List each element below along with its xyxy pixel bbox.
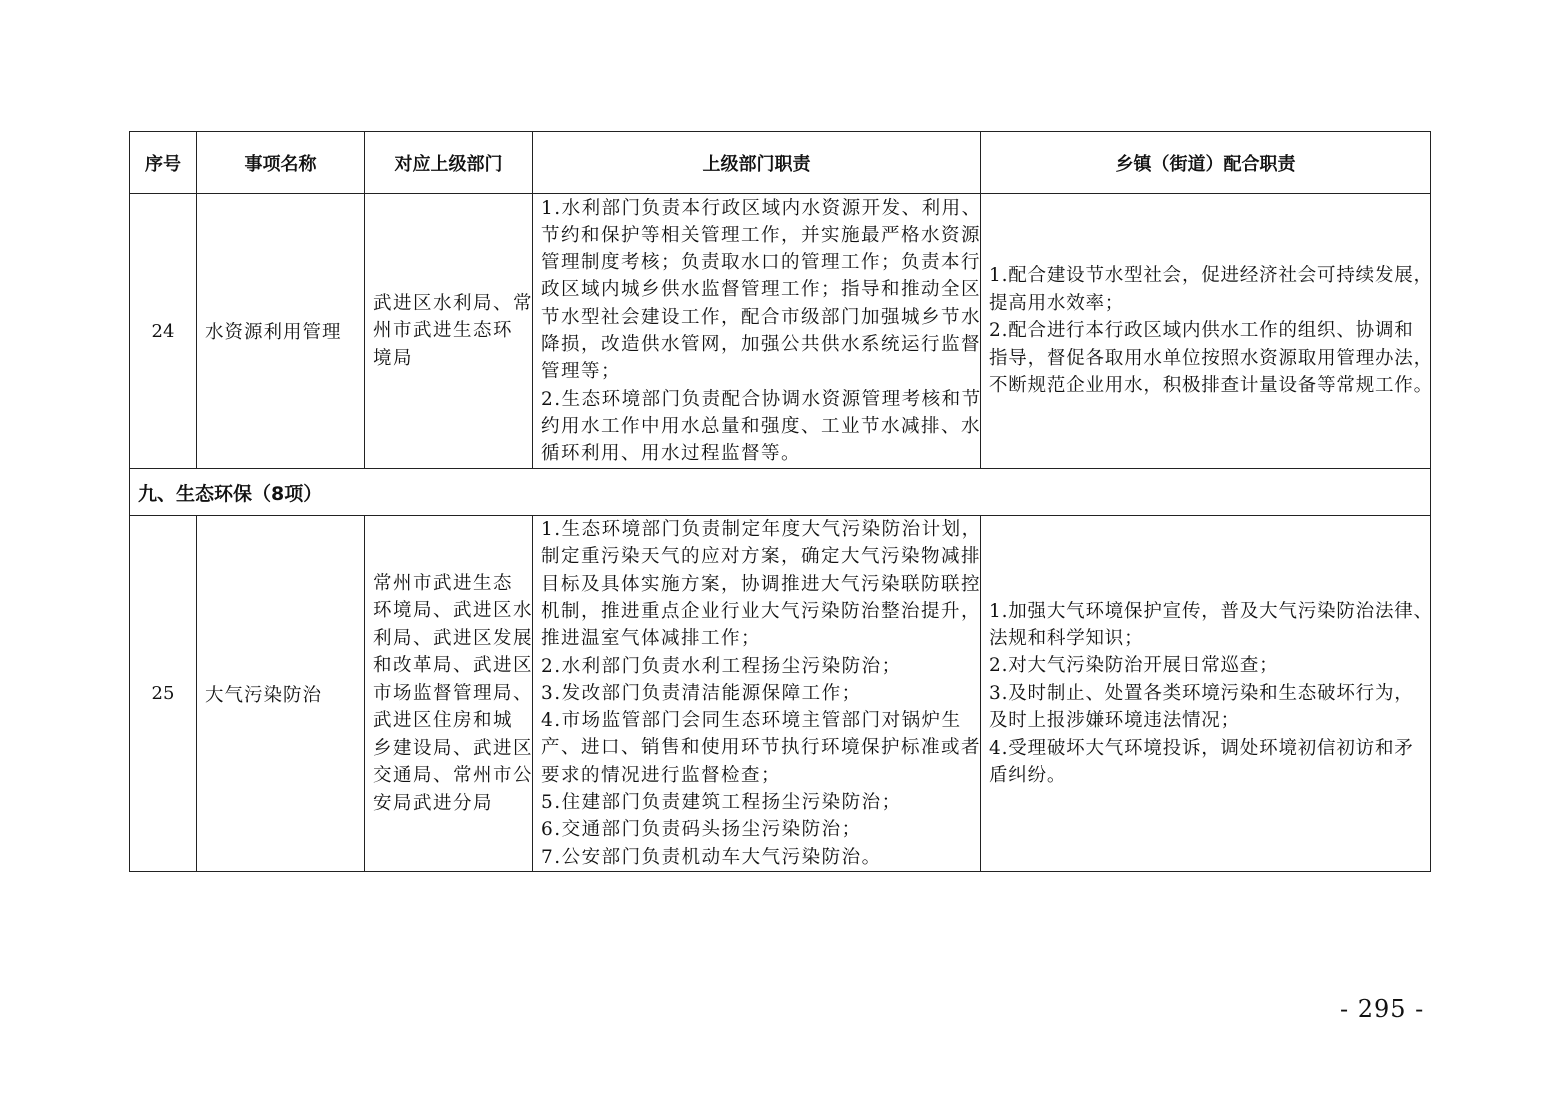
text-line: 3.及时制止、处置各类环境污染和生态破坏行为， [989, 682, 1414, 704]
text-line: 提高用水效率； [989, 292, 1125, 314]
header-dept: 对应上级部门 [365, 132, 533, 194]
row-dept [365, 516, 533, 872]
text-line: 2.对大气污染防治开展日常巡查； [989, 655, 1279, 677]
header-name: 事项名称 [197, 132, 365, 194]
text-line: 安局武进分局 [373, 792, 494, 814]
row-dept [365, 194, 533, 469]
text-line: 和改革局、武进区 [373, 655, 534, 677]
text-line: 机制，推进重点企业行业大气污染防治整治提升， [541, 600, 982, 622]
text-line: 1.配合建设节水型社会，促进经济社会可持续发展， [989, 265, 1433, 287]
duty-table [129, 131, 1431, 872]
text-line: 州市武进生态环 [373, 320, 514, 342]
row-coop [981, 194, 1431, 469]
row-coop [981, 516, 1431, 872]
row-seq: 25 [130, 516, 197, 872]
text-line: 节约和保护等相关管理工作，并实施最严格水资源 [541, 224, 982, 246]
text-line: 及时上报涉嫌环境违法情况； [989, 710, 1240, 732]
text-line: 法规和科学知识； [989, 627, 1144, 649]
text-line: 产、进口、销售和使用环节执行环境保护标准或者 [541, 737, 982, 759]
text-line: 1.加强大气环境保护宣传，普及大气污染防治法律、 [989, 600, 1433, 622]
page-number: - 295 - [1340, 995, 1425, 1023]
text-line: 政区域内城乡供水监督管理工作；指导和推动全区 [541, 279, 982, 301]
text-line: 乡建设局、武进区 [373, 737, 534, 759]
text-line: 管理等； [541, 361, 622, 383]
row-item-name: 水资源利用管理 [197, 194, 365, 469]
text-line: 环境局、武进区水 [373, 600, 534, 622]
text-line: 制定重污染天气的应对方案，确定大气污染物减排 [541, 546, 982, 568]
text-line: 节水型社会建设工作，配合市级部门加强城乡节水 [541, 306, 982, 328]
text-line: 2.配合进行本行政区域内供水工作的组织、协调和 [989, 320, 1414, 342]
row-duty [533, 194, 981, 469]
text-line: 市场监督管理局、 [373, 682, 534, 704]
text-line: 约用水工作中用水总量和强度、工业节水减排、水 [541, 415, 982, 437]
header-seq: 序号 [130, 132, 197, 194]
header-coop: 乡镇（街道）配合职责 [981, 132, 1431, 194]
text-line: 常州市武进生态 [373, 572, 514, 594]
text-line: 4.市场监管部门会同生态环境主管部门对锅炉生 [541, 710, 962, 732]
text-line: 1.水利部门负责本行政区域内水资源开发、利用、 [541, 197, 982, 219]
row-seq: 24 [130, 194, 197, 469]
text-line: 交通局、常州市公 [373, 765, 534, 787]
row-item-name: 大气污染防治 [197, 516, 365, 872]
text-line: 4.受理破坏大气环境投诉，调处环境初信初访和矛 [989, 737, 1414, 759]
text-line: 要求的情况进行监督检查； [541, 764, 782, 786]
text-line: 2.生态环境部门负责配合协调水资源管理考核和节 [541, 388, 982, 410]
text-line: 盾纠纷。 [989, 765, 1067, 787]
text-line: 3.发改部门负责清洁能源保障工作； [541, 682, 862, 704]
text-line: 降损，改造供水管网，加强公共供水系统运行监督 [541, 334, 982, 355]
text-line: 武进区水利局、常 [373, 292, 534, 314]
text-line: 1.生态环境部门负责制定年度大气污染防治计划， [541, 519, 982, 541]
text-line: 利局、武进区发展 [373, 627, 534, 649]
header-row [130, 132, 1431, 194]
text-line: 2.水利部门负责水利工程扬尘污染防治； [541, 655, 902, 677]
text-line: 循环利用、用水过程监督等。 [541, 443, 802, 465]
text-line: 指导，督促各取用水单位按照水资源取用管理办法， [989, 347, 1433, 369]
text-line: 不断规范企业用水，积极排查计量设备等常规工作。 [989, 375, 1433, 397]
text-line: 推进温室气体减排工作； [541, 628, 762, 650]
text-line: 境局 [373, 347, 414, 369]
text-line: 武进区住房和城 [373, 710, 514, 732]
table-row [130, 194, 1431, 469]
header-duty: 上级部门职责 [533, 132, 981, 194]
section-title: 九、生态环保（8项） [130, 469, 1431, 516]
text-line: 5.住建部门负责建筑工程扬尘污染防治； [541, 792, 902, 814]
section-row [130, 469, 1431, 516]
text-line: 目标及具体实施方案，协调推进大气污染联防联控 [541, 573, 982, 595]
text-line: 6.交通部门负责码头扬尘污染防治； [541, 819, 862, 841]
text-line: 管理制度考核；负责取水口的管理工作；负责本行 [541, 252, 982, 274]
row-duty [533, 516, 981, 872]
table-row [130, 516, 1431, 872]
text-line: 7.公安部门负责机动车大气污染防治。 [541, 846, 882, 868]
